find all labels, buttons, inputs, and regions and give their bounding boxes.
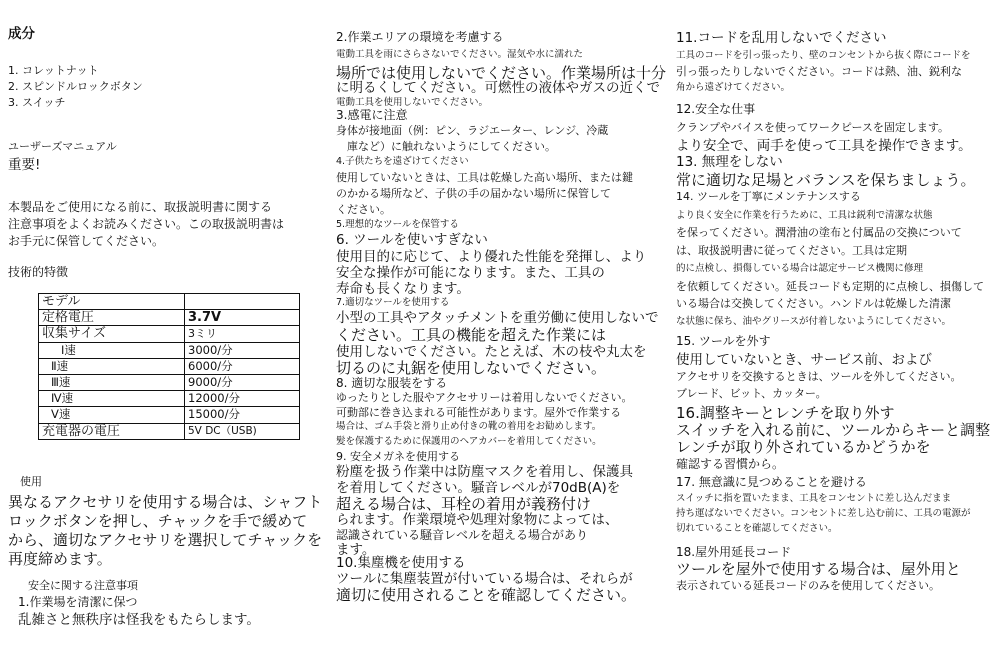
use-line-1: 異なるアクセサリを使用する場合は、シャフト [8, 493, 323, 511]
parts-item-3: 3. スイッチ [8, 96, 66, 109]
spec-value: 9000/分 [185, 374, 300, 390]
text-line: を着用してください。騒音レベルが70dB(A)を [336, 480, 621, 496]
text-line: スイッチに指を置いたまま、工具をコンセントに差し込んだまま [676, 493, 952, 504]
spec-row [39, 407, 300, 423]
spec-label: Ⅰ速 [39, 342, 185, 358]
safety-title: 安全に関する注意事項 [28, 579, 138, 592]
use-line-3: から、適切なアクセサリを選択してチャックを [8, 531, 323, 549]
heading: 6. ツールを使いすぎない [336, 232, 488, 248]
text-line: 引っ張ったりしないでください。コードは熱、油、鋭利な [676, 65, 962, 78]
heading: 11.コードを乱用しないでください [676, 30, 887, 46]
intro-line-2: 注意事項をよくお読みください。この取扱説明書は [8, 217, 285, 231]
text-line: クランプやバイスを使ってワークピースを固定します。 [676, 121, 950, 134]
text-line: 使用していないとき、サービス前、および [676, 352, 932, 368]
spec-row [39, 342, 300, 358]
text-line: 角から遠ざけてください。 [676, 82, 791, 93]
text-line: 適切に使用されることを確認してください。 [336, 586, 637, 604]
heading: 7.適切なツールを使用する [336, 297, 450, 308]
text-line: ください。工具の機能を超えた作業には [336, 326, 607, 344]
spec-label: モデル [39, 294, 185, 310]
text-line: レンチが取り外されているかどうかを [676, 438, 931, 456]
heading: 16.調整キーとレンチを取り外す [676, 404, 895, 422]
parts-item-1: 1. コレットナット [8, 64, 99, 77]
text-line: は、取扱説明書に従ってください。工具は定期 [676, 244, 907, 257]
heading: 4.子供たちを遠ざけてください [336, 156, 469, 167]
spec-value: 3.7V [185, 310, 300, 326]
text-line: のかかる場所など、子供の手の届かない場所に保管して [336, 187, 611, 200]
text-line: アクセサリを交換するときは、ツールを外してください。 [676, 370, 962, 383]
parts-item-2: 2. スピンドルロックボタン [8, 80, 143, 93]
spec-table [38, 293, 300, 440]
spec-value [185, 294, 300, 310]
spec-title: 技術的特徴 [8, 265, 69, 279]
text-line: を保ってください。潤滑油の塗布と付属品の交換について [676, 226, 962, 239]
important-label: 重要! [8, 157, 41, 173]
text-line: 可動部に巻き込まれる可能性があります。屋外で作業する [336, 406, 622, 419]
text-line: 表示されている延長コードのみを使用してください。 [676, 579, 940, 592]
text-line: 超える場合は、耳栓の着用が義務付け [336, 495, 592, 513]
text-line: ください。 [336, 203, 391, 216]
text-line: 寿命も長くなります。 [336, 281, 470, 297]
text-line: ツールを屋外で使用する場合は、屋外用と [676, 560, 961, 578]
text-line: 場所では使用しないでください。作業場所は十分 [336, 64, 667, 82]
spec-label: 定格電圧 [39, 310, 185, 326]
text-line: に明るくしてください。可燃性の液体やガスの近くで [336, 80, 660, 96]
text-line: ブレード、ビット、カッター。 [676, 387, 827, 400]
text-line: 粉塵を扱う作業中は防塵マスクを着用し、保護具 [336, 464, 633, 480]
spec-value: 3000/分 [185, 342, 300, 358]
heading: 2.作業エリアの環境を考慮する [336, 30, 504, 44]
heading: 12.安全な仕事 [676, 102, 756, 116]
text-line: 庫など）に触れないようにしてください。 [336, 140, 556, 153]
text-line: より良く安全に作業を行うために、工具は鋭利で清潔な状態 [676, 210, 933, 221]
use-line-2: ロックボタンを押し、チャックを手で緩めて [8, 512, 308, 530]
spec-value: 12000/分 [185, 391, 300, 407]
heading: 13. 無理をしない [676, 154, 783, 170]
text-line: 確認する習慣から。 [676, 457, 785, 471]
text-line: 使用していないときは、工具は乾燥した高い場所、または鍵 [336, 171, 633, 184]
intro-line-1: 本製品をご使用になる前に、取扱説明書に関する [8, 200, 273, 214]
text-line: 工具のコードを引っ張ったり、壁のコンセントから抜く際にコードを [676, 50, 971, 61]
heading: 5.理想的なツールを保管する [336, 219, 459, 230]
spec-label: Ⅲ速 [39, 374, 185, 390]
text-line: 身体が接地面（例：ピン、ラジエーター、レンジ、冷蔵 [336, 124, 609, 137]
text-line: より安全で、両手を使って工具を操作できます。 [676, 138, 972, 154]
spec-label: 収集サイズ [39, 326, 185, 342]
text-line: な状態に保ち、油やグリースが付着しないようにしてください。 [676, 316, 952, 327]
parts-title: 成分 [8, 26, 35, 42]
text-line: を依頼してください。延長コードも定期的に点検し、損傷して [676, 280, 984, 293]
spec-value: 5V DC（USB) [185, 423, 300, 439]
use-title: 使用 [20, 475, 42, 488]
text-line: 髪を保護するために保護用のヘアカバーを着用してください。 [336, 436, 602, 447]
spec-label: Ⅴ速 [39, 407, 185, 423]
heading: 14. ツールを丁寧にメンテナンスする [676, 190, 861, 203]
text-line: いる場合は交換してください。ハンドルは乾燥した清潔 [676, 297, 951, 310]
heading: 3.感電に注意 [336, 108, 408, 122]
spec-row [39, 391, 300, 407]
text-line: 小型の工具やアタッチメントを重労働に使用しないで [336, 310, 659, 326]
spec-label: 充電器の電圧 [39, 423, 185, 439]
intro-line-3: お手元に保管してください。 [8, 234, 165, 248]
heading: 10.集塵機を使用する [336, 555, 466, 571]
safety-1-title: 1.作業場を清潔に保つ [18, 595, 138, 609]
spec-value: 3ミリ [185, 326, 300, 342]
text-line: 電動工具を雨にさらさないでください。湿気や水に濡れた [336, 49, 584, 60]
text-line: ます。 [336, 542, 376, 558]
text-line: 認識されている騒音レベルを超える場合があり [336, 528, 589, 542]
spec-row [39, 294, 300, 310]
text-line: 使用目的に応じて、より優れた性能を発揮し、より [336, 249, 647, 265]
spec-row [39, 358, 300, 374]
text-line: 切れていることを確認してください。 [676, 523, 838, 534]
text-line: られます。作業環境や処理対象物によっては、 [336, 512, 619, 528]
heading: 9. 安全メガネを使用する [336, 450, 460, 463]
heading: 17. 無意識に見つめることを避ける [676, 475, 867, 489]
text-line: 場合は、ゴム手袋と滑り止め付きの靴の着用をお勧めします。 [336, 421, 602, 432]
text-line: 的に点検し、損傷している場合は認定サービス機関に修理 [676, 263, 924, 274]
text-line: スイッチを入れる前に、ツールからキーと調整 [676, 421, 991, 439]
text-line: 常に適切な足場とバランスを保ちましょう。 [676, 171, 976, 189]
text-line: 使用しないでください。たとえば、木の枝や丸太を [336, 344, 647, 360]
heading: 15. ツールを外す [676, 334, 771, 348]
spec-label: Ⅳ速 [39, 391, 185, 407]
manual-title: ユーザーズマニュアル [8, 140, 117, 153]
text-line: 切るのに丸鋸を使用しないでください。 [336, 359, 607, 377]
safety-1-text: 乱雑さと無秩序は怪我をもたらします。 [18, 612, 260, 628]
text-line: 安全な操作が可能になります。また、工具の [336, 265, 605, 281]
use-line-4: 再度締めます。 [8, 550, 112, 568]
text-line: ゆったりとした服やアクセサリーは着用しないでください。 [336, 391, 633, 404]
spec-value: 6000/分 [185, 358, 300, 374]
spec-value: 15000/分 [185, 407, 300, 423]
text-line: ツールに集塵装置が付いている場合は、それらが [336, 571, 633, 587]
spec-row [39, 326, 300, 342]
spec-row [39, 310, 300, 326]
spec-label: Ⅱ速 [39, 358, 185, 374]
spec-row [39, 423, 300, 439]
text-line: 持ち運ばないでください。コンセントに差し込む前に、工具の電源が [676, 508, 971, 519]
text-line: 電動工具を使用しないでください。 [336, 97, 489, 108]
heading: 18.屋外用延長コード [676, 545, 792, 559]
heading: 8. 適切な服装をする [336, 376, 448, 390]
spec-row [39, 374, 300, 390]
